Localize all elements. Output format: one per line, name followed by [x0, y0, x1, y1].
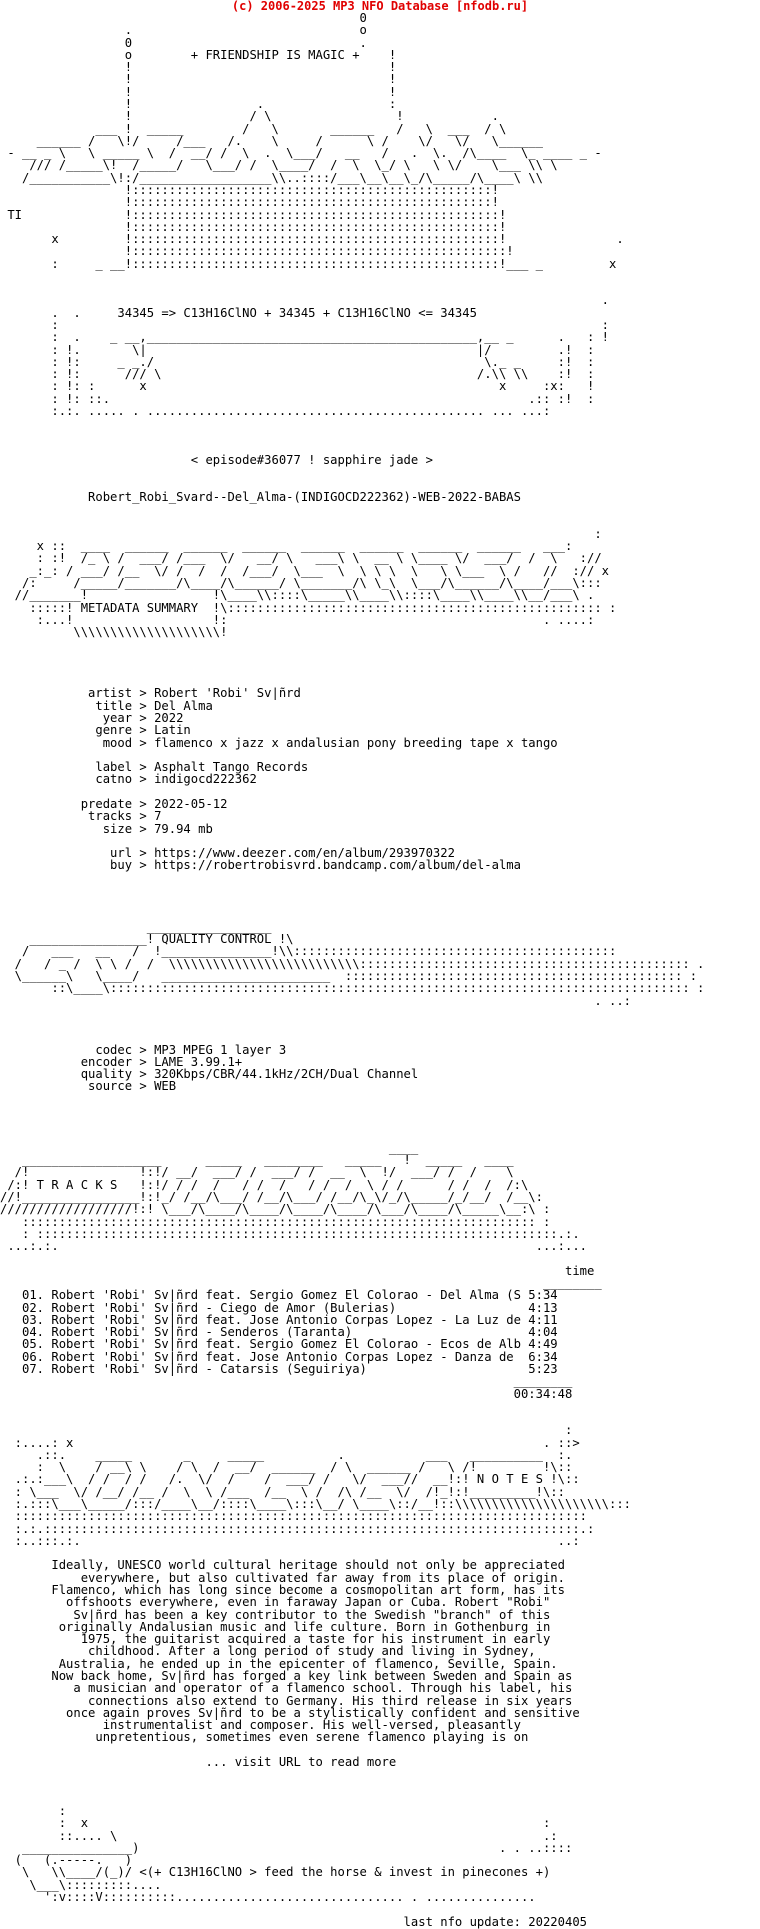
nfo-text: 0 . o 0 . o + FRIENDSHIP IS MAGIC + ! ! ! ! ! ! ! ! . : ! / \ ! . ___ ! _____ / \ ______ / \ ___ / \ ______ / \!/ /___ /. \ / \ / \/ \/ \______ - __ _ \ \ _____ \ / __/ / \ . \___/ __ / . \. /\____ \_ ____ _ - /// /_____\! /_____/ \___/ / \____/ / \ \_/ \ \ \/ \___ \\ \ /___________\!:/__________________\\..::::/___\__\__\_/\_____/\____\ \\ !:::::::::::::::::::::::::::::::::::::::::::::::::! !:::::::::::::::::::::::::::::::::::::::::::::::::! TI !::::::::::::::::::::::::::::::::::::::::::::::::::! !::::::::::::::::::::::::::::::::::::::::::::::::::! x !::::::::::::::::::::::::::::::::::::::::::::::::::! . !:::::::::::::::::::::::::::::::::::::::::::::::::::! : _ __!::::::::::::::::::::::::::::::::::::::::::::::::::!___ _ x . . . 34345 => C13H16ClNO + 34345 + C13H16ClNO <= 34345 : : : . _ __,_____________________________________________,__ _ . : ! : !. \| |/ .! : : !: _ _./ \._ _ :! : : !: /// \ /.\\ \\ :! : : !: : x x :x: ! : !: ::. .:: :! : :.:. ..... . .............................................. ... ...: < episode#36077 ! sapphire jade > Robert_Robi_Svard--Del_Alma-(INDIGOCD222362)-WEB-2022-BABAS : x :: ____ ______ ______ ______ ______ ______ ______ ______ ___: : :! /_ \ / ___/ /___ \/ __/ \ ___\ \ __ \ \____ \/ ___/ / \ :// _:_: / ___/ /__ \/ / / / /___/ \___ \ \ \ \ \ \ \___ \ / // :// x /: /_____/_______/\____/\______/ \_______/\ \_\ \___/\______/\____/___\::: //_______! !\____\\::::\_____\\____\\::::\____\\____\\__/___\ . :::::! METADATA SUMMARY !\::::::::::::::::::::::::::::::::::::::::::::::::::: : :...! !: . ....: \\\\\\\\\\\\\\\\\\\\! artist > Robert 'Robi' Sv|ñrd title > Del Alma year > 2022 genre > Latin mood > flamenco x jazz x andalusian pony breeding tape x tango label > Asphalt Tango Records catno > indigocd222362 predate > 2022-05-12 tracks > 7 size > 79.94 mb url > https://www.deezer.com/en/album/293970322 buy > https://robertrobisvrd.bandcamp.com/album/del-alma _________________ ________________! QUALITY CONTROL !\ / ___ __ / !_______________!\\:::::::::::::::::::::::::::::::::::::::::::: / / _ / \ \ / / \\\\\\\\\\\\\\\\\\\\\\\\\\::::::::::::::::::::::::::::::::::::::::::::: . \______\ \____/ _______________________ :::::::::::::::::::::::::::::::::::::::::::::: : ::\____\::::::::::::::::::::::::::::::::::::::::::::::::::::::::::::::::::::::::::::::: : . ..: codec > MP3 MPEG 1 layer 3 encoder > LAME 3.99.1+ quality > 320Kbps/CBR/44.1kHz/2CH/Dual Channel source > WEB ____ ___________________ _____ ________ _____ ! _____ ____ /! !:!/ __/ ___/ / ___/ / __ \ !/ ___/ / / \ /:! T R A C K S !:!/ / / / / / / / / / \ / / / / / /:\ //!________________!:!_/ /__/\___/ /__/\___/ /__/\_\/_/\_____/_/__/ /__\: //////////////////!:! \___/\____/\____/\____/\____/\___/\____/\_____\__:\ : :::::::::::::::::::::::::::::::::::::::::::::::::::::::::::::::::::::: : : :::::::::::::::::::::::::::::::::::::::::::::::::::::::::::::::::::::::.:. ...:.:. ...:... time ________ 01. Robert 'Robi' Sv|ñrd feat. Sergio Gomez El Colorao - Del Alma (S 5:34 02. Robert 'Robi' Sv|ñrd - Ciego de Amor (Bulerias) 4:13 03. Robert 'Robi' Sv|ñrd feat. Jose Antonio Corpas Lopez - La Luz de 4:11 04. Robert 'Robi' Sv|ñrd - Senderos (Taranta) 4:04 05. Robert 'Robi' Sv|ñrd feat. Sergio Gomez El Colorao - Ecos de Alb 4:49 06. Robert 'Robi' Sv|ñrd feat. Jose Antonio Corpas Lopez - Danza de 6:34 07. Robert 'Robi' Sv|ñrd - Catarsis (Seguiriya) 5:23 ________ 00:34:48 : :....: x . ::> .::. _____ _ _____ . ___ __________ :. : \ / __\ \ / \ / __/ ______ / \ ______ / \ /! !\:: .:.:___\ / / / / /. \/ / / ___/ / \/ ___// __!:! N O T E S !\:: : \___ \/ /__/ /__ / \ \ /___ /__ \ / /\ /__ \/ /!_!:!_________!\:: :.:::\___\_____/:::/____\__/::::\____\:::\__/ \____\::/__!::\\\\\\\\\\\\\\\\\\\\\::: :::::::::::::::::::::::::::::::::::::::::::::::::::::::::::::::::::::::::::::: :.:.:::::::::::::::::::::::::::::::::::::::::::::::::::::::::::::::::::::::::.: :..:::.:. ..: Ideally, UNESCO world cultural heritage should not only be appreciated everywhere, but also cultivated far away from its place of origin. Flamenco, which has long since become a cosmopolitan art form, has its offshoots everywhere, even in faraway Japan or Cuba. Robert "Robi" Sv|ñrd has been a key contributor to the Swedish "branch" of this originally Andalusian music and life culture. Born in Gothenburg in 1975, the guitarist acquired a taste for his instrument in early childhood. After a long period of study and living in Sydney, Australia, he ended up in the epicenter of flamenco, Seville, Spain. Now back home, Sv|ñrd has forged a key link between Sweden and Spain as a musician and operator of a flamenco school. Through his label, his connections also extend to Germany. His third release in six years once again proves Sv|ñrd to be a stylistically confident and sensitive instrumentalist and composer. His well-versed, pleasantly unpretentious, sometimes even serene flamenco playing is on ... visit URL to read more : : x : ::.... \ .: _______________) . . ..:::: ( (.-----. ) \ \\____/(_)/ <(+ C13H16ClNO > feed the horse & invest in pinecones +) \___\:::::::::.... ':v::::V::::::::::............................... . ............... last nfo update: 20220405 — [0, 11, 705, 1929]
site-banner: (c) 2006-2025 MP3 NFO Database [nfodb.ru] — [231, 0, 529, 13]
